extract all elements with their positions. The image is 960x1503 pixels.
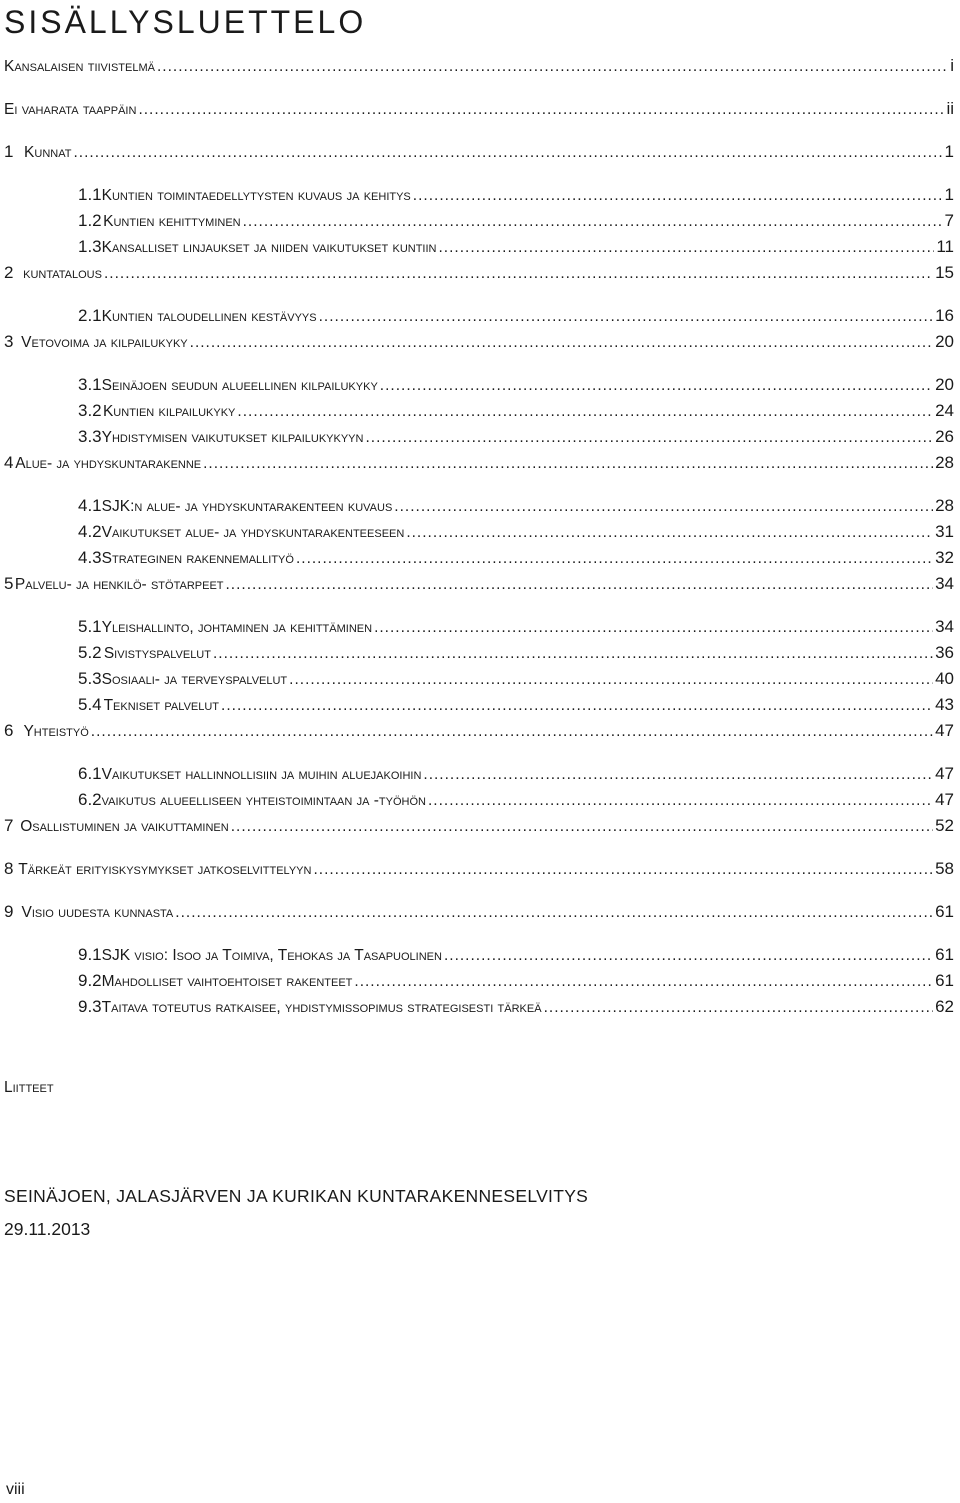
toc-entry-page: 20 — [935, 332, 954, 351]
toc-entry-number: 5.3 — [78, 669, 102, 688]
toc-entry-number: 6.2 — [78, 790, 102, 809]
page-title: SISÄLLYSLUETTELO — [4, 4, 367, 40]
toc-entry-number: 9.3 — [78, 997, 102, 1016]
toc-entry-5-2[interactable] — [78, 640, 960, 666]
toc-entry-text: Vaikutukset hallinnollisiin ja muihin aluejakoihin — [101, 766, 422, 783]
toc-entry-page: 34 — [935, 574, 954, 593]
toc-entry-page: 24 — [935, 401, 954, 420]
toc-entry-text: Osallistuminen ja vaikuttaminen — [20, 818, 229, 835]
toc-leader — [438, 235, 934, 261]
toc-entry-5[interactable] — [4, 571, 960, 597]
document-date: 29.11.2013 — [4, 1219, 91, 1239]
toc-entry-number: 4.1 — [78, 496, 102, 515]
toc-leader — [73, 140, 942, 166]
toc-leader — [190, 330, 933, 356]
toc-entry-text: SJK:n alue- ja yhdyskuntarakenteen kuvaus — [101, 498, 393, 515]
toc-entry-text: kuntatalous — [23, 265, 102, 282]
toc-entry-kansalaisen-tiivistelma[interactable] — [4, 53, 960, 79]
toc-entry-text: Visio uudesta kunnasta — [21, 904, 174, 921]
toc-entry-3[interactable] — [4, 329, 960, 355]
toc-entry-text: Palvelu- ja henkilö- stötarpeet — [14, 576, 224, 593]
toc-entry-page: 34 — [935, 617, 954, 636]
toc-entry-text: Taitava toteutus ratkaisee, yhdistymissopimus strategisesti tärkeä — [101, 999, 542, 1016]
toc-entry-page: 58 — [935, 859, 954, 878]
toc-entry-number: 9.1 — [78, 945, 102, 964]
toc-entry-text: Kuntien toimintaedellytysten kuvaus ja kehitys — [101, 187, 411, 204]
toc-entry-number: 5.2 — [78, 643, 102, 662]
toc-entry-text: Yhdistymisen vaikutukset kilpailukykyyn — [101, 429, 364, 446]
toc-entry-page: i — [950, 56, 954, 75]
toc-entry-number: 5.1 — [78, 617, 102, 636]
toc-leader — [175, 900, 933, 926]
toc-entry-number: 6 — [4, 721, 14, 740]
toc-leader — [423, 762, 933, 788]
toc-entry-number: 2.1 — [78, 306, 102, 325]
toc-entry-1-3[interactable] — [78, 234, 960, 260]
toc-entry-number: 3.2 — [78, 401, 102, 420]
toc-entry-text: Ei vaharata taappäin — [4, 101, 137, 118]
toc-leader — [243, 209, 943, 235]
toc-entry-text: Vetovoima ja kilpailukyky — [21, 334, 188, 351]
toc-entry-1-2[interactable] — [78, 208, 960, 234]
toc-entry-9-3[interactable] — [78, 994, 960, 1020]
toc-entry-text: Yleishallinto, johtaminen ja kehittäminen — [101, 619, 373, 636]
toc-entry-1[interactable] — [4, 139, 960, 165]
toc-entry-number: 1.1 — [78, 185, 102, 204]
toc-entry-text: Mahdolliset vaihtoehtoiset rakenteet — [101, 973, 353, 990]
toc-entry-text: Alue- ja yhdyskuntarakenne — [15, 455, 202, 472]
toc-entry-text: Kuntien kilpailukyky — [102, 403, 236, 420]
toc-leader — [157, 54, 948, 80]
toc-entry-number: 2 — [4, 263, 14, 282]
toc-leader — [354, 969, 933, 995]
toc-entry-9[interactable] — [4, 899, 960, 925]
toc-leader — [138, 97, 944, 123]
toc-entry-3-1[interactable] — [78, 372, 960, 398]
toc-entry-number: 5.4 — [78, 695, 102, 714]
toc-entry-number: 9.2 — [78, 971, 102, 990]
toc-entry-page: 11 — [936, 237, 954, 256]
toc-entry-page: 26 — [935, 427, 954, 446]
toc-entry-page: 40 — [935, 669, 954, 688]
toc-entry-number: 4 — [4, 453, 14, 472]
toc-entry-page: 28 — [935, 453, 954, 472]
toc-entry-page: 61 — [935, 902, 954, 921]
toc-entry-page: 61 — [935, 971, 954, 990]
toc-leader — [319, 304, 933, 330]
toc-entry-1-1[interactable] — [78, 182, 960, 208]
toc-entry-7[interactable] — [4, 813, 960, 839]
toc-leader — [231, 814, 933, 840]
toc-entry-text: vaikutus alueelliseen yhteistoimintaan ja -työhön — [101, 792, 426, 809]
toc-leader — [289, 667, 933, 693]
toc-entry-page: 47 — [935, 721, 954, 740]
toc-entry-text: Tärkeät erityiskysymykset jatkoselvittelyyn — [18, 861, 312, 878]
toc-entry-2[interactable] — [4, 260, 960, 286]
toc-entry-number: 9 — [4, 902, 14, 921]
toc-entry-text: Kansalaisen tiivistelmä — [4, 58, 155, 75]
toc-entry-3-2[interactable] — [78, 398, 960, 424]
toc-leader — [428, 788, 933, 814]
toc-entry-number: 8 — [4, 859, 14, 878]
toc-leader — [91, 719, 933, 745]
toc-entry-page: 16 — [935, 306, 954, 325]
toc-entry-5-1[interactable] — [78, 614, 960, 640]
toc-entry-page: 28 — [935, 496, 954, 515]
toc-leader — [213, 641, 933, 667]
toc-entry-4-3[interactable] — [78, 545, 960, 571]
toc-leader — [406, 520, 933, 546]
toc-entry-4-2[interactable] — [78, 519, 960, 545]
toc-entry-page: 43 — [935, 695, 954, 714]
toc-entry-number: 1 — [4, 142, 14, 161]
toc-entry-text: Vaikutukset alue- ja yhdyskuntarakenteeseen — [101, 524, 405, 541]
toc-entry-text: Seinäjoen seudun alueellinen kilpailukyky — [101, 377, 378, 394]
toc-leader — [413, 183, 943, 209]
document-title: SEINÄJOEN, JALASJÄRVEN JA KURIKAN KUNTARAKENNESELVITYS — [4, 1186, 589, 1206]
toc-entry-2-1[interactable] — [78, 303, 960, 329]
toc-entry-appendix[interactable]: Liitteet — [4, 1079, 54, 1096]
toc-entry-page: 32 — [935, 548, 954, 567]
toc-entry-number: 3.1 — [78, 375, 102, 394]
toc-leader — [296, 546, 933, 572]
toc-entry-4[interactable] — [4, 450, 960, 476]
toc-leader — [380, 373, 933, 399]
toc-entry-text: Tekniset palvelut — [103, 697, 220, 714]
toc-entry-number: 1.3 — [78, 237, 102, 256]
toc-entry-6-2[interactable] — [78, 787, 960, 813]
toc-entry-page: 36 — [935, 643, 954, 662]
toc-entry-8[interactable] — [4, 856, 960, 882]
toc-entry-number: 4.3 — [78, 548, 102, 567]
toc-leader — [313, 857, 933, 883]
toc-entry-number: 3.3 — [78, 427, 102, 446]
toc-entry-page: 1 — [944, 185, 954, 204]
toc-entry-page: 62 — [935, 997, 954, 1016]
toc-entry-number: 6.1 — [78, 764, 102, 783]
toc-entry-text: SJK visio: Isoo ja Toimiva, Tehokas ja Tasapuolinen — [101, 947, 442, 964]
toc-entry-text: Yhteistyö — [23, 723, 89, 740]
toc-entry-number: 3 — [4, 332, 14, 351]
toc-entry-text: Sosiaali- ja terveyspalvelut — [101, 671, 288, 688]
toc-entry-page: 15 — [935, 263, 954, 282]
toc-leader — [544, 995, 934, 1021]
toc-leader — [226, 572, 934, 598]
toc-entry-number: 4.2 — [78, 522, 102, 541]
toc-entry-4-1[interactable] — [78, 493, 960, 519]
toc-entry-page: 52 — [935, 816, 954, 835]
toc-leader — [394, 494, 933, 520]
toc-entry-5-3[interactable] — [78, 666, 960, 692]
toc-entry-ei-vaharata[interactable] — [4, 96, 960, 122]
toc-leader — [237, 399, 933, 425]
toc-entry-text: Kansalliset linjaukset ja niiden vaikutukset kuntiin — [101, 239, 437, 256]
toc-entry-number: 5 — [4, 574, 14, 593]
toc-leader — [104, 261, 933, 287]
toc-leader — [374, 615, 933, 641]
toc-entry-text: Kuntien kehittyminen — [103, 213, 241, 230]
toc-entry-9-1[interactable] — [78, 942, 960, 968]
toc-entry-6-1[interactable] — [78, 761, 960, 787]
toc-leader — [444, 943, 933, 969]
toc-entry-text: Kunnat — [24, 144, 72, 161]
toc-entry-page: 20 — [935, 375, 954, 394]
toc-leader — [365, 425, 933, 451]
page-number: viii — [6, 1481, 25, 1498]
toc-entry-page: 31 — [935, 522, 954, 541]
toc-entry-page: 47 — [935, 790, 954, 809]
toc-entry-number: 7 — [4, 816, 14, 835]
toc-entry-number: 1.2 — [78, 211, 102, 230]
toc-entry-page: 47 — [935, 764, 954, 783]
toc-entry-5-4[interactable] — [78, 692, 960, 718]
toc-entry-page: 1 — [944, 142, 954, 161]
toc-entry-page: 61 — [935, 945, 954, 964]
toc-entry-page: ii — [946, 99, 954, 118]
toc-leader — [221, 693, 933, 719]
toc-entry-3-3[interactable] — [78, 424, 960, 450]
toc-leader — [203, 451, 933, 477]
toc-entry-text: Kuntien taloudellinen kestävyys — [101, 308, 317, 325]
toc-entry-6[interactable] — [4, 718, 960, 744]
toc-entry-text: Sivistyspalvelut — [103, 645, 211, 662]
toc-entry-text: Strateginen rakennemallityö — [101, 550, 294, 567]
toc-entry-9-2[interactable] — [78, 968, 960, 994]
toc-entry-page: 7 — [944, 211, 954, 230]
